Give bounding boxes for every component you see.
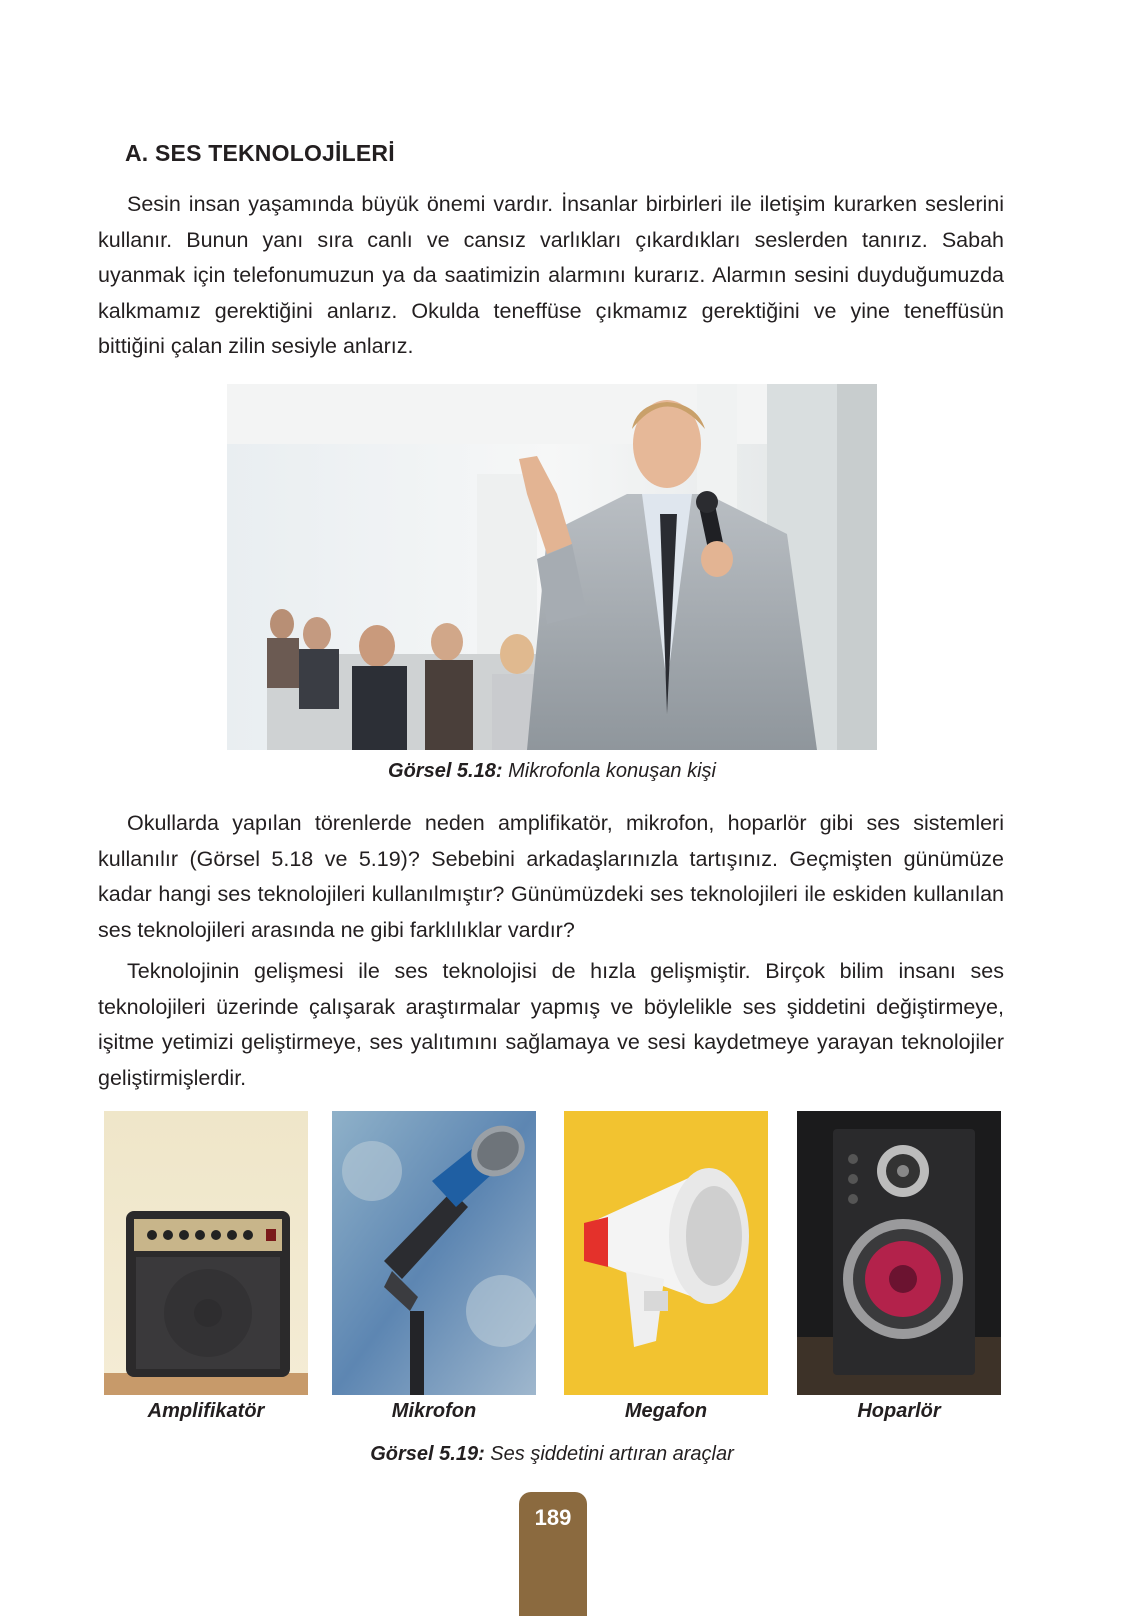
- figure-caption-5-19: [227, 1443, 877, 1466]
- speaker-photo: [227, 384, 877, 750]
- loudspeaker-image: [797, 1111, 1001, 1395]
- section-heading: A. SES TEKNOLOJİLERİ: [125, 140, 395, 166]
- microphone-label: Mikrofon: [391, 1400, 477, 1422]
- figure-text: Mikrofonla konuşan kişi: [502, 760, 716, 782]
- figure-label: Görsel 5.19:: [370, 1443, 485, 1465]
- question-paragraph: Okullarda yapılan törenlerde neden amplifikatör, mikrofon, hoparlör gibi ses sistemleri kullanılır (Görsel 5.18 ve 5.19)? Sebebini arkadaşlarınızla tartışınız. Geçmişten günümüze kadar hangi ses teknolojileri kullanılmıştır? Günümüzdeki ses teknolojileri ile eskiden kullanılan ses teknolojileri arasında ne gibi farklılıklar vardır?: [98, 811, 1004, 942]
- microphone-image: [332, 1111, 536, 1395]
- megaphone-label: Megafon: [624, 1400, 708, 1422]
- megaphone-image: [564, 1111, 768, 1395]
- figure-caption-5-18: [227, 760, 877, 783]
- technology-paragraph: Teknolojinin gelişmesi ile ses teknolojisi de hızla gelişmiştir. Birçok bilim insanı ses teknolojileri üzerinde çalışarak araştırmalar yapmış ve böylelikle ses şiddetini değiştirmeye, işitme yetimizi geliştirmeye, ses yalıtımını sağlamaya ve sesi kaydetmeye yarayan teknolojiler geliştirmişlerdir.: [98, 959, 1004, 1090]
- figure-text: Ses şiddetini artıran araçlar: [484, 1443, 734, 1465]
- amplifier-image: [104, 1111, 308, 1395]
- amplifier-label: Amplifikatör: [147, 1400, 265, 1422]
- intro-paragraph: Sesin insan yaşamında büyük önemi vardır. İnsanlar birbirleri ile iletişim kurarken seslerini kullanır. Bunun yanı sıra canlı ve cansız varlıkları çıkardıkları seslerden tanırız. Sabah uyanmak için telefonumuzun ya da saatimizin alarmını kurarız. Alarmın sesini duyduğumuzda kalkmamız gerektiğini anlarız. Okulda teneffüse çıkmamız gerektiğini ve yine teneffüsün bittiğini çalan zilin sesiyle anlarız.: [98, 192, 1004, 358]
- figure-label: Görsel 5.18:: [388, 760, 503, 782]
- loudspeaker-label: Hoparlör: [857, 1400, 941, 1422]
- page-number: 189: [534, 1505, 572, 1530]
